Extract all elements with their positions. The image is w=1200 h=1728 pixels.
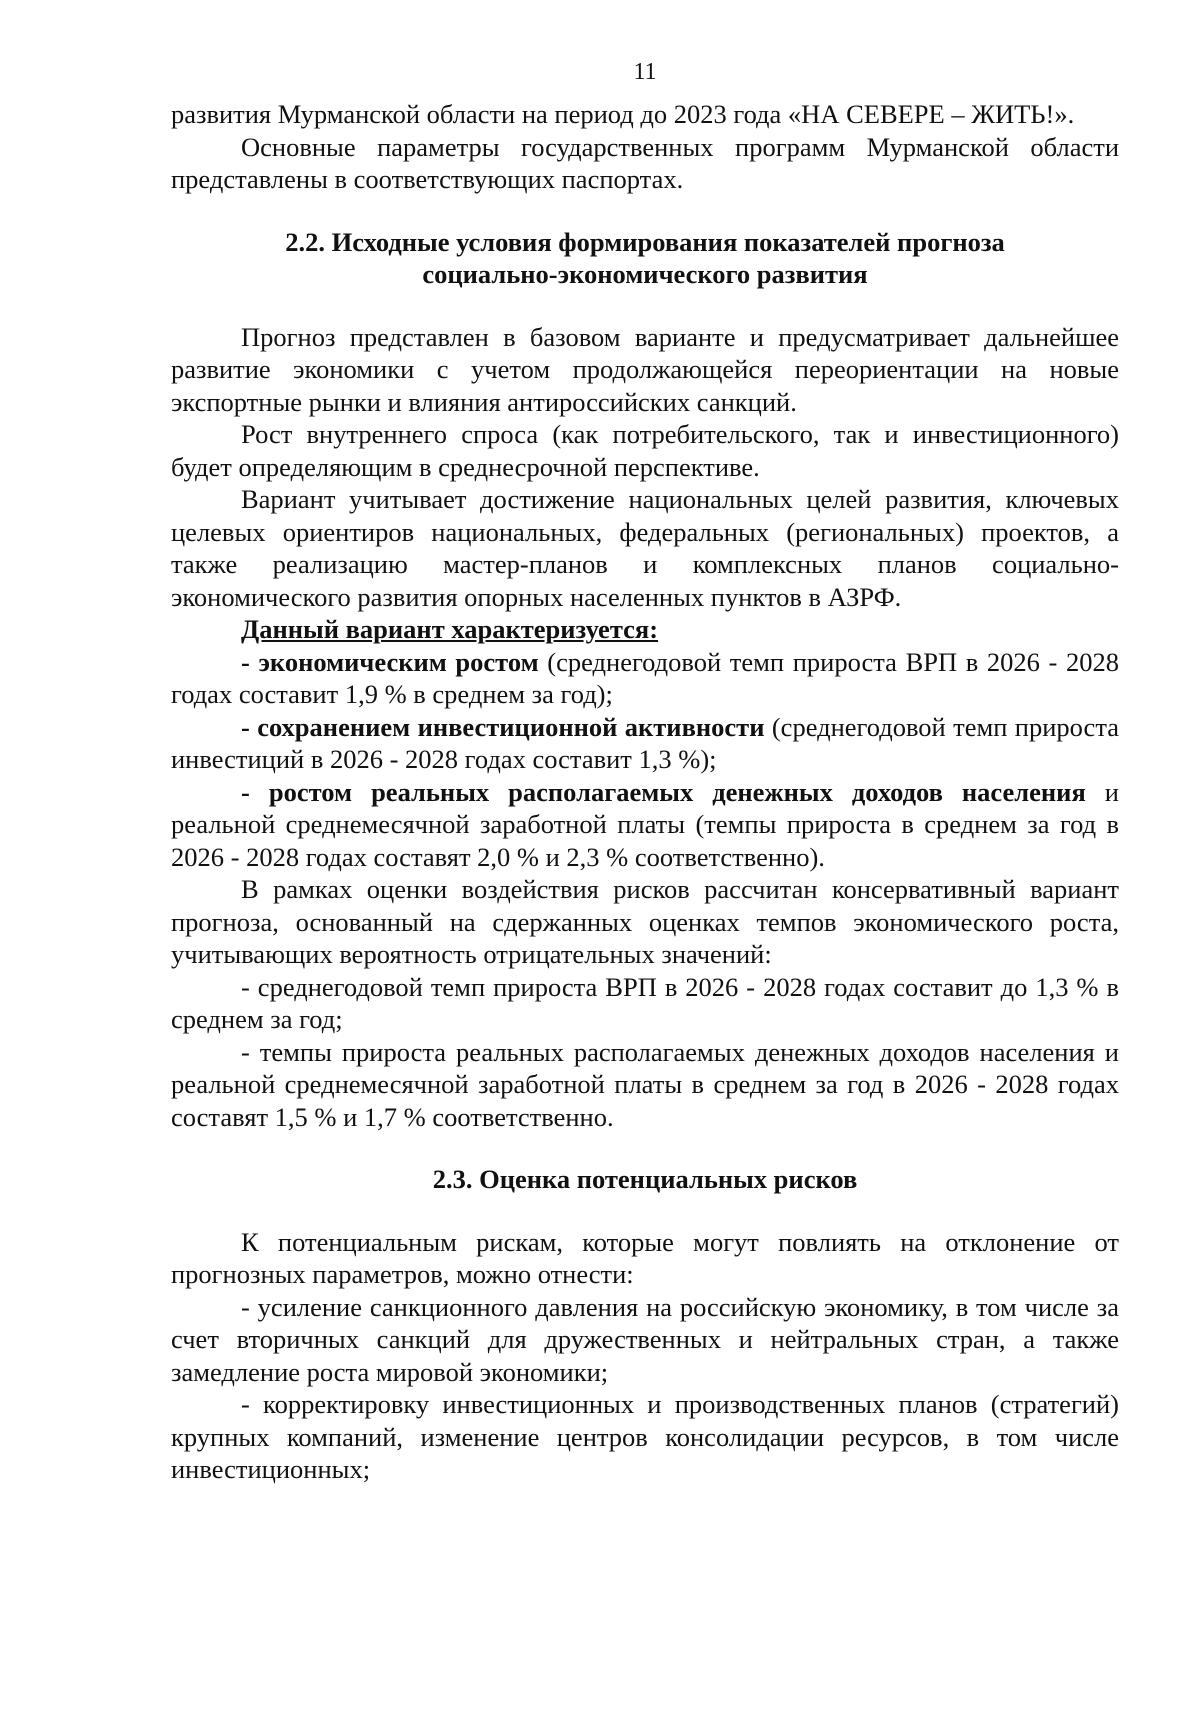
section-2-2-title-line-2: социально-экономического развития [422, 259, 868, 289]
section-2-2-title-line-1: 2.2. Исходные условия формирования показателей прогноза [285, 226, 1005, 257]
list-item-text: (среднегодовой темп прироста инвестиций в 2026 - 2028 годах составит 1,3 %); [171, 711, 1119, 774]
demand-paragraph: Рост внутреннего спроса (как потребительского, так и инвестиционного) будет определяющим в среднесрочной перспективе. [171, 419, 1119, 482]
conservative-item-2: - темпы прироста реальных располагаемых денежных доходов населения и реальной среднемесячной заработной платы в среднем за год в 2026 - 2028 годах составят 1,5 % и 1,7 % соответственно. [171, 1036, 1119, 1132]
risk-item-1: - усиление санкционного давления на российскую экономику, в том числе за счет вторичных санкций для дружественных и нейтральных стран, а также замедление роста мировой экономики; [171, 1291, 1119, 1387]
characterized-heading: Данный вариант характеризуется: [241, 614, 659, 644]
characterized-heading-row [171, 613, 1119, 646]
section-2-3-title: 2.3. Оценка потенциальных рисков [432, 1164, 858, 1194]
page-number: 11 [633, 59, 657, 85]
list-item-investment-activity [171, 711, 1119, 776]
list-item-text: (среднегодовой темп прироста ВРП в 2026 - 2028 годах составит 1,9 % в среднем за год); [171, 646, 1119, 709]
list-item-bold: - сохранением инвестиционной активности [241, 711, 765, 742]
intro-paragraph-1: развития Мурманской области на период до 2023 года «НА СЕВЕРЕ – ЖИТЬ!». [171, 99, 1075, 129]
list-item-text: и реальной среднемесячной заработной платы (темпы прироста в среднем за год в 2026 - 2028 годах составят 2,0 % и 2,3 % соответственно). [171, 776, 1119, 872]
list-item-bold: - ростом реальных располагаемых денежных доходов населения [241, 776, 1086, 807]
conservative-item-1: - среднегодовой темп прироста ВРП в 2026 - 2028 годах составит до 1,3 % в среднем за год; [171, 971, 1119, 1034]
risk-item-2: - корректировку инвестиционных и производственных планов (стратегий) крупных компаний, изменение центров консолидации ресурсов, в том числе инвестиционных; [171, 1389, 1119, 1484]
list-item-income-growth [171, 776, 1119, 874]
conservative-variant-paragraph: В рамках оценки воздействия рисков рассчитан консервативный вариант прогноза, основанный на сдержанных оценках темпов экономического роста, учитывающих вероятность отрицательных значений: [171, 874, 1119, 969]
list-item-economic-growth [171, 646, 1119, 711]
intro-paragraph-2: Основные параметры государственных программ Мурманской области представлены в соответствующих паспортах. [171, 131, 1119, 194]
list-item-bold: - экономическим ростом [241, 646, 539, 677]
variant-paragraph: Вариант учитывает достижение национальных целей развития, ключевых целевых ориентиров национальных, федеральных (региональных) проектов, а также реализацию мастер-планов и комплексных планов социально-экономического развития опорных населенных пунктов в АЗРФ. [171, 484, 1119, 612]
section-2-2-title [171, 226, 1119, 291]
risks-intro-paragraph: К потенциальным рискам, которые могут повлиять на отклонение от прогнозных параметров, можно отнести: [171, 1226, 1119, 1289]
forecast-paragraph: Прогноз представлен в базовом варианте и предусматривает дальнейшее развитие экономики с учетом продолжающейся переориентации на новые экспортные рынки и влияния антироссийских санкций. [171, 321, 1119, 417]
